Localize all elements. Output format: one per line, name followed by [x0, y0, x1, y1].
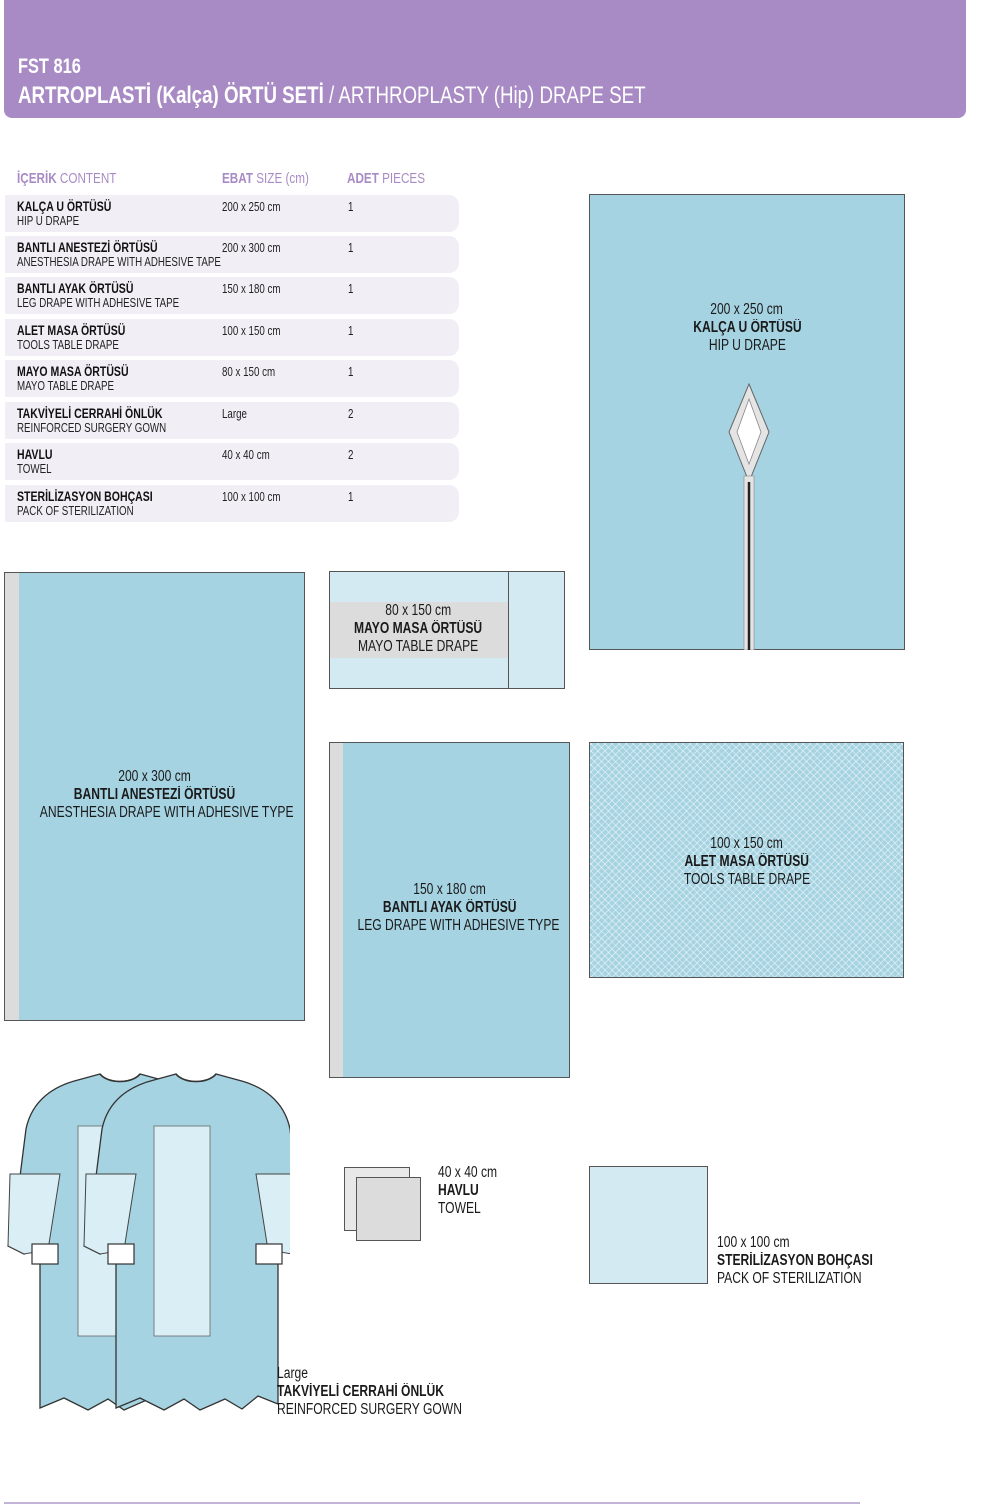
gown-label: Large TAKVİYELİ CERRAHİ ÖNLÜK REINFORCED SURGERY GOWN	[277, 1365, 462, 1418]
table-row: STERİLİZASYON BOHÇASI PACK OF STERILIZATION 100 x 100 cm 1	[5, 485, 459, 522]
column-header-size: EBAT SIZE (cm)	[222, 170, 309, 187]
table-row: TAKVİYELİ CERRAHİ ÖNLÜK REINFORCED SURGERY GOWN Large 2	[5, 402, 459, 439]
page-title	[18, 82, 823, 110]
table-row: MAYO MASA ÖRTÜSÜ MAYO TABLE DRAPE 80 x 150 cm 1	[5, 360, 459, 397]
hip-u-drape-illustration	[589, 194, 905, 650]
product-code: FST 816	[18, 55, 81, 78]
sterilization-label: 100 x 100 cm STERİLİZASYON BOHÇASI PACK OF STERILIZATION	[717, 1234, 873, 1287]
bottom-divider	[4, 1502, 860, 1504]
leg-drape-label: 150 x 180 cm BANTLI AYAK ÖRTÜSÜ LEG DRAPE WITH ADHESIVE TYPE	[357, 881, 560, 934]
mayo-drape-label: 80 x 150 cm MAYO MASA ÖRTÜSÜ MAYO TABLE DRAPE	[353, 602, 483, 655]
table-row: KALÇA U ÖRTÜSÜ HIP U DRAPE 200 x 250 cm 1	[5, 195, 459, 232]
anesthesia-drape-label: 200 x 300 cm BANTLI ANESTEZİ ÖRTÜSÜ ANESTHESIA DRAPE WITH ADHESIVE TYPE	[39, 768, 294, 821]
towel-label: 40 x 40 cm HAVLU TOWEL	[438, 1164, 498, 1217]
surgical-gown-illustration	[0, 1070, 290, 1415]
title-en: ARTHROPLASTY (Hip) DRAPE SET	[338, 82, 646, 109]
table-row: BANTLI ANESTEZİ ÖRTÜSÜ ANESTHESIA DRAPE WITH ADHESIVE TAPE 200 x 300 cm 1	[5, 236, 459, 273]
column-header-pieces: ADET PIECES	[347, 170, 426, 187]
hip-drape-label: 200 x 250 cm KALÇA U ÖRTÜSÜ HIP U DRAPE	[692, 301, 802, 354]
towel-front	[356, 1177, 421, 1241]
title-separator: /	[323, 82, 339, 109]
tools-drape-label: 100 x 150 cm ALET MASA ÖRTÜSÜ TOOLS TABLE DRAPE	[683, 835, 810, 888]
mayo-fold-line	[508, 572, 509, 688]
table-row: BANTLI AYAK ÖRTÜSÜ LEG DRAPE WITH ADHESIVE TAPE 150 x 180 cm 1	[5, 277, 459, 314]
table-row: HAVLU TOWEL 40 x 40 cm 2	[5, 443, 459, 480]
column-header-content: İÇERİK CONTENT	[17, 170, 117, 187]
sterilization-pack-illustration	[589, 1166, 708, 1284]
table-row: ALET MASA ÖRTÜSÜ TOOLS TABLE DRAPE 100 x 150 cm 1	[5, 319, 459, 356]
u-slit-shape	[589, 194, 905, 650]
title-tr: ARTROPLASTİ (Kalça) ÖRTÜ SETİ	[18, 82, 324, 109]
header-banner	[4, 0, 966, 118]
